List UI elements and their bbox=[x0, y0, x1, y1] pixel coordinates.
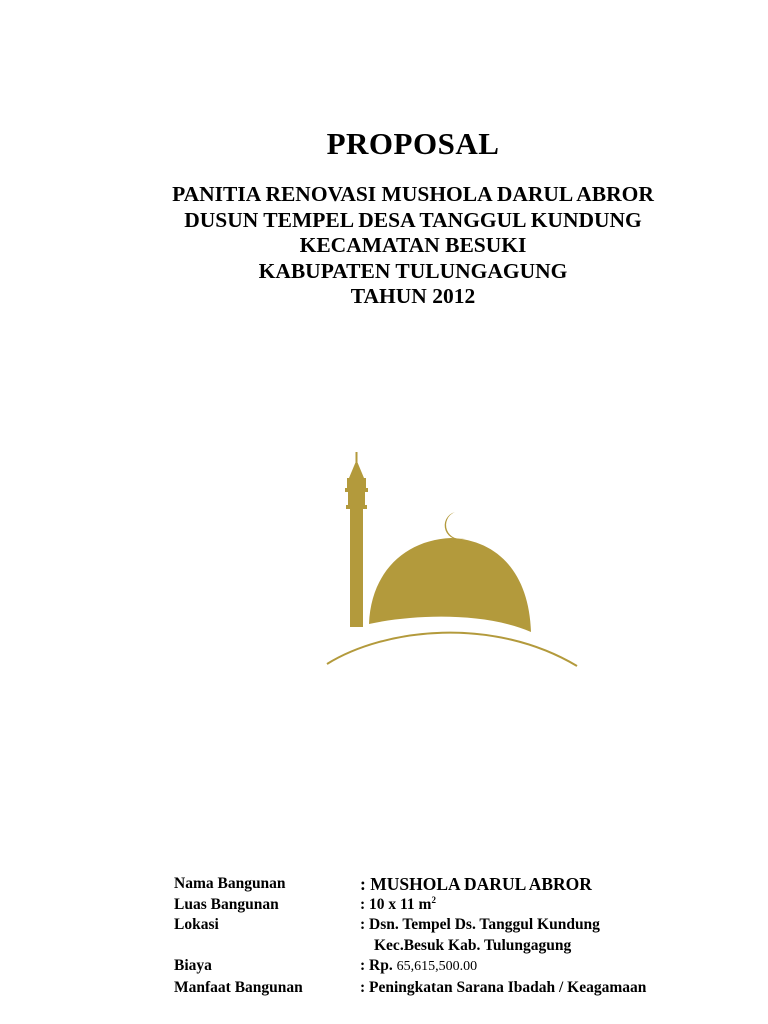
detail-row-cost bbox=[174, 956, 646, 978]
subtitle-line-district: KECAMATAN BESUKI bbox=[299, 233, 527, 257]
detail-value: : MUSHOLA DARUL ABROR bbox=[360, 874, 592, 894]
detail-value: Kec.Besuk Kab. Tulungagung bbox=[374, 936, 572, 954]
detail-label: Biaya bbox=[174, 957, 212, 974]
mosque-icon bbox=[325, 452, 580, 670]
cost-amount: 65,615,500.00 bbox=[396, 959, 478, 974]
subtitle-line-committee: PANITIA RENOVASI MUSHOLA DARUL ABROR bbox=[172, 182, 654, 206]
detail-row-location-continued bbox=[174, 936, 646, 957]
detail-value bbox=[360, 895, 436, 916]
detail-value: : Dsn. Tempel Ds. Tanggul Kundung bbox=[360, 916, 600, 933]
detail-row-area bbox=[174, 895, 646, 916]
document-title: PROPOSAL bbox=[326, 126, 500, 161]
detail-row-name bbox=[174, 874, 646, 895]
subtitle-line-year: TAHUN 2012 bbox=[350, 284, 476, 308]
crescent-moon-icon bbox=[445, 512, 465, 540]
subtitle-block bbox=[0, 182, 768, 310]
subtitle-line-village: DUSUN TEMPEL DESA TANGGUL KUNDUNG bbox=[184, 207, 642, 232]
detail-row-benefit bbox=[174, 978, 646, 999]
subtitle-line-regency: KABUPATEN TULUNGAGUNG bbox=[258, 258, 568, 283]
detail-row-location bbox=[174, 915, 646, 936]
detail-label: Luas Bangunan bbox=[174, 895, 279, 913]
building-details bbox=[174, 874, 646, 998]
detail-label: Lokasi bbox=[174, 916, 219, 933]
detail-value: : Peningkatan Sarana Ibadah / Keagamaan bbox=[360, 978, 647, 996]
detail-label: Nama Bangunan bbox=[174, 875, 286, 892]
area-value-text: : 10 x 11 m bbox=[360, 895, 432, 913]
area-unit-superscript: 2 bbox=[431, 894, 436, 905]
cost-prefix: : Rp. bbox=[360, 957, 397, 974]
detail-label: Manfaat Bangunan bbox=[174, 978, 303, 996]
detail-value bbox=[360, 956, 477, 978]
dome-shape bbox=[369, 538, 531, 632]
